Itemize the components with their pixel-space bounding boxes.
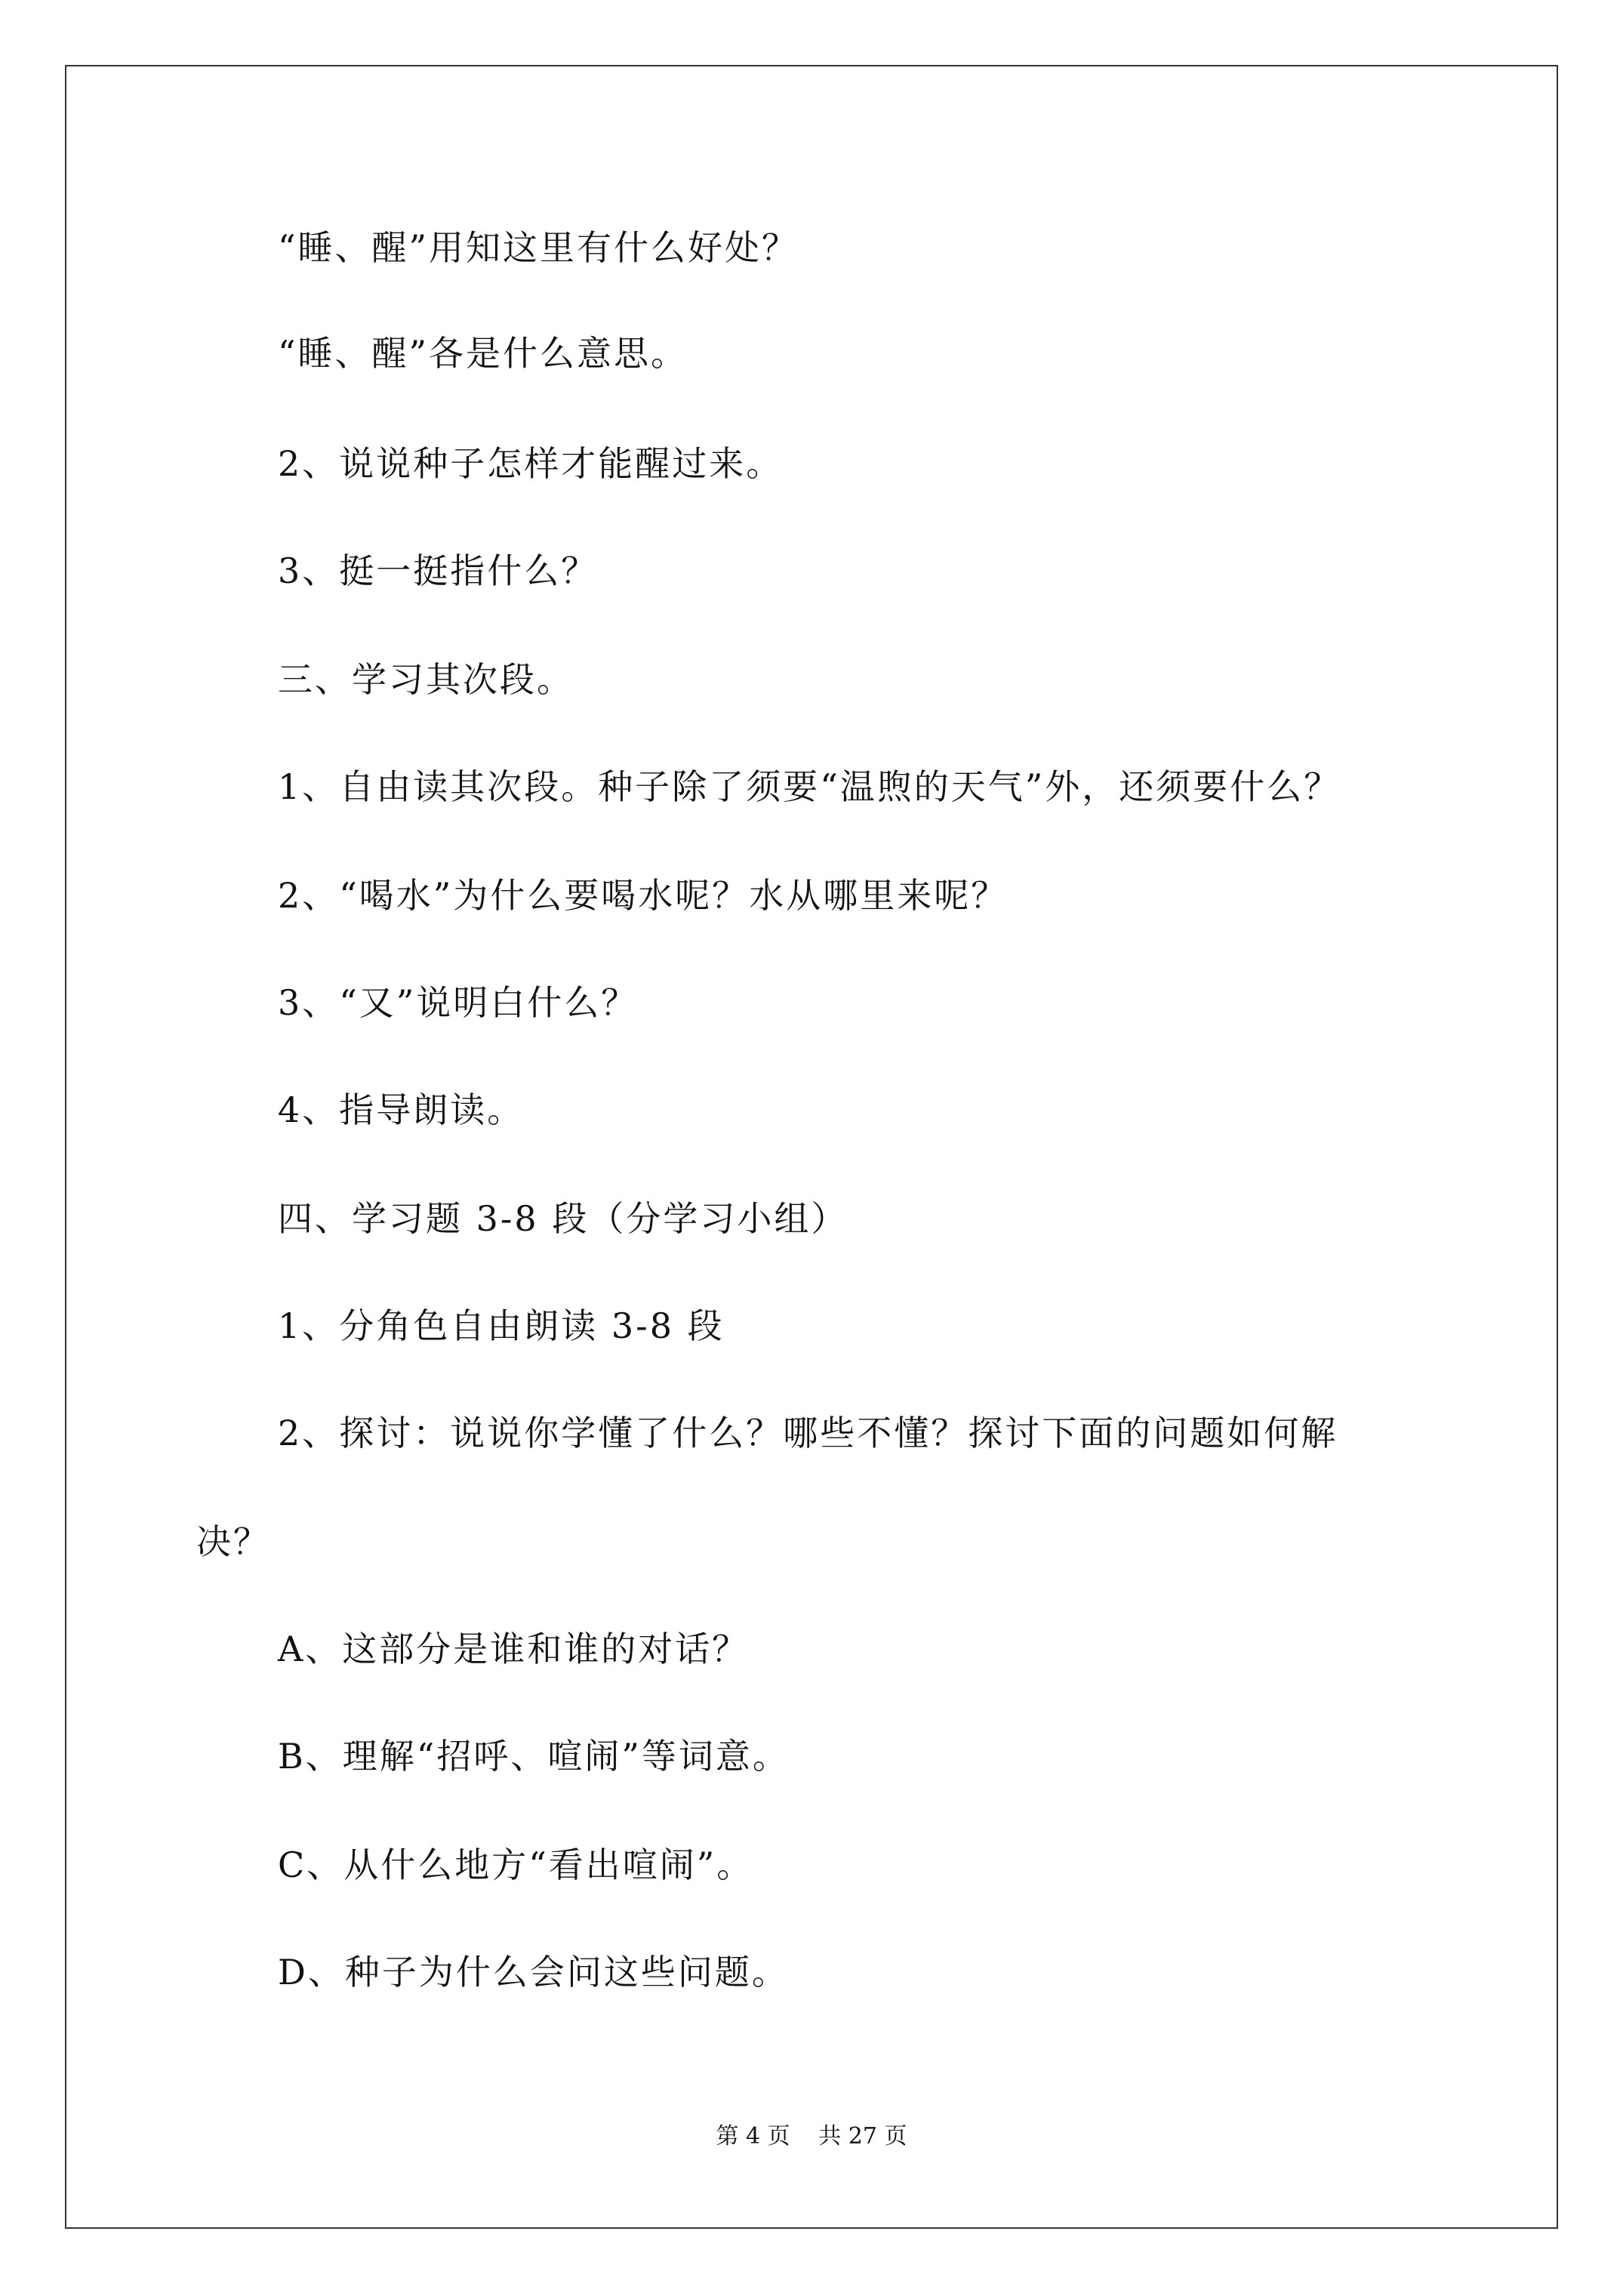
text-line: “睡、醒”各是什么意思。 [278, 333, 688, 374]
text-line: 4、指导朗读。 [278, 1089, 525, 1130]
text-line: 1、分角色自由朗读 3-8 段 [278, 1305, 725, 1346]
text-line: “睡、醒”用知这里有什么好处？ [278, 227, 799, 268]
text-line: C、从什么地方“看出喧闹”。 [278, 1845, 754, 1885]
text-line: 3、“又”说明白什么？ [278, 982, 639, 1023]
page-border [65, 65, 1558, 2229]
text-line: D、种子为什么会问这些问题。 [278, 1952, 789, 1992]
text-line: A、这部分是谁和谁的对话？ [278, 1629, 750, 1669]
section-heading: 三、学习其次段。 [278, 659, 574, 700]
text-line: 2、探讨：说说你学懂了什么？哪些不懂？探讨下面的问题如何解 [278, 1413, 1338, 1453]
page-total: 共 27 页 [818, 2123, 907, 2150]
text-line: 决？ [196, 1521, 270, 1562]
section-heading: 四、学习题 3-8 段（分学习小组） [278, 1198, 848, 1239]
page-number: 第 4 页 [716, 2123, 790, 2150]
text-line: B、理解“招呼、喧闹”等词意。 [278, 1736, 790, 1777]
page-footer [0, 2122, 1623, 2152]
text-line: 2、说说种子怎样才能醒过来。 [278, 443, 784, 484]
text-line: 3、挺一挺指什么？ [278, 550, 599, 591]
text-line: 2、“喝水”为什么要喝水呢？水从哪里来呢？ [278, 875, 1009, 916]
text-line: 1、自由读其次段。种子除了须要“温煦的天气”外，还须要什么？ [278, 766, 1341, 807]
